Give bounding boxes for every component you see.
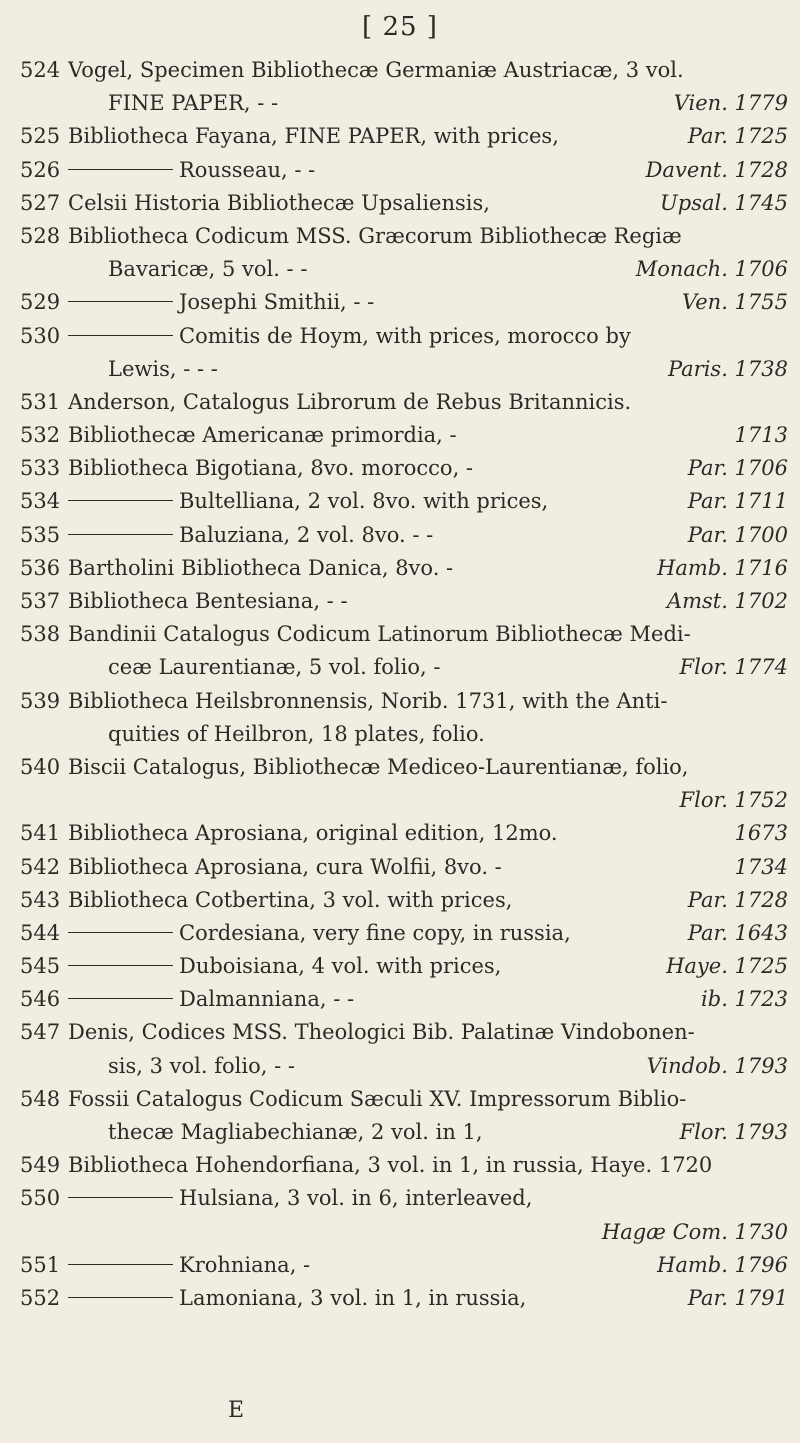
entry-text bbox=[68, 519, 678, 552]
entry-number: 548 bbox=[20, 1086, 61, 1111]
entry-imprint: 1673 bbox=[734, 821, 788, 846]
entry-number: 530 bbox=[20, 323, 61, 348]
entry-number: 525 bbox=[20, 124, 61, 149]
entry-line bbox=[20, 817, 788, 850]
entry-imprint: Par. 1706 bbox=[687, 456, 788, 481]
entry-text bbox=[68, 154, 636, 187]
entry-imprint: Par. 1700 bbox=[687, 522, 788, 547]
entry-title: Bibliotheca Bentesiana, - - bbox=[68, 589, 348, 613]
entry-number: 534 bbox=[20, 489, 61, 514]
entry-imprint: Ven. 1755 bbox=[682, 290, 788, 315]
entry-number: 546 bbox=[20, 987, 61, 1012]
entry-line bbox=[20, 1149, 788, 1182]
catalog-entry bbox=[20, 618, 788, 684]
entry-line bbox=[20, 552, 788, 585]
catalog-entry bbox=[20, 585, 788, 618]
entry-text bbox=[68, 585, 657, 618]
catalog-entry bbox=[20, 485, 788, 518]
entry-text bbox=[68, 220, 778, 253]
entry-text bbox=[108, 651, 670, 684]
entry-text bbox=[68, 120, 678, 153]
entry-text bbox=[108, 1050, 637, 1083]
entry-line bbox=[20, 784, 788, 817]
entry-imprint: 1734 bbox=[734, 854, 788, 879]
entry-number: 551 bbox=[20, 1252, 61, 1277]
entry-text bbox=[68, 851, 725, 884]
entry-number: 550 bbox=[20, 1186, 61, 1211]
entry-number: 527 bbox=[20, 190, 61, 215]
entry-title: Rousseau, - - bbox=[179, 157, 316, 182]
catalog-entry bbox=[20, 1016, 788, 1082]
entry-line bbox=[20, 1282, 788, 1315]
entry-line bbox=[20, 983, 788, 1016]
catalog-entry bbox=[20, 220, 788, 286]
entry-text bbox=[68, 685, 778, 718]
entry-imprint: Hagæ Com. 1730 bbox=[601, 1219, 788, 1244]
entry-imprint: Flor. 1793 bbox=[679, 1120, 788, 1144]
catalog-entry bbox=[20, 817, 788, 850]
entry-title: quities of Heilbron, 18 plates, folio. bbox=[108, 721, 485, 746]
entry-imprint: Monach. 1706 bbox=[635, 257, 788, 282]
entry-title: Celsii Historia Bibliothecæ Upsaliensis, bbox=[68, 190, 490, 215]
entry-text bbox=[68, 386, 778, 419]
entry-title: Bibliothecæ Americanæ primordia, - bbox=[68, 423, 457, 448]
catalog-entry bbox=[20, 154, 788, 187]
entry-title: Bibliotheca Cotbertina, 3 vol. with prices, bbox=[68, 887, 513, 912]
entry-title: Bandinii Catalogus Codicum Latinorum Bibliothecæ Medi- bbox=[68, 622, 691, 647]
entry-line bbox=[20, 286, 788, 319]
ditto-dash bbox=[68, 534, 173, 535]
catalog-entry bbox=[20, 320, 788, 386]
catalog-entry bbox=[20, 917, 788, 950]
entry-text bbox=[68, 552, 647, 585]
entry-number: 545 bbox=[20, 954, 61, 979]
entry-imprint: Par. 1711 bbox=[687, 489, 788, 514]
catalog-entry bbox=[20, 1249, 788, 1282]
entry-text bbox=[108, 87, 664, 120]
entry-number: 526 bbox=[20, 157, 61, 182]
entry-title: Lewis, - - - bbox=[108, 356, 218, 381]
entry-number: 531 bbox=[20, 389, 61, 414]
ditto-dash bbox=[68, 335, 173, 336]
entry-imprint: ib. 1723 bbox=[701, 987, 788, 1012]
entry-title: Anderson, Catalogus Librorum de Rebus Britannicis. bbox=[68, 389, 632, 414]
entry-title: Bibliotheca Fayana, FINE PAPER, with prices, bbox=[68, 124, 559, 149]
entry-line bbox=[20, 1249, 788, 1282]
catalog-entry bbox=[20, 1083, 788, 1149]
entry-text bbox=[68, 751, 778, 784]
entry-title: sis, 3 vol. folio, - - bbox=[108, 1053, 295, 1078]
entry-line bbox=[20, 1083, 788, 1116]
entry-title: ceæ Laurentianæ, 5 vol. folio, - bbox=[108, 655, 441, 680]
catalog-entry bbox=[20, 386, 788, 419]
entry-number: 542 bbox=[20, 854, 61, 879]
entry-text bbox=[68, 950, 656, 983]
entry-text bbox=[68, 917, 678, 950]
entry-text bbox=[68, 1149, 778, 1182]
entry-line bbox=[20, 1182, 788, 1215]
entry-line bbox=[20, 651, 788, 684]
entry-title: Dalmanniana, - - bbox=[179, 987, 355, 1012]
entry-title: Bibliotheca Codicum MSS. Græcorum Bibliothecæ Regiæ bbox=[68, 223, 682, 248]
entry-number: 524 bbox=[20, 58, 61, 82]
entry-line bbox=[20, 751, 788, 784]
entry-number: 538 bbox=[20, 622, 61, 647]
catalog-entry bbox=[20, 286, 788, 319]
catalog-entry bbox=[20, 452, 788, 485]
entry-title: Denis, Codices MSS. Theologici Bib. Palatinæ Vindobonen- bbox=[68, 1020, 695, 1045]
entry-text bbox=[108, 718, 778, 751]
entry-line bbox=[20, 585, 788, 618]
entry-line bbox=[20, 253, 788, 286]
entry-imprint: Vien. 1779 bbox=[673, 91, 788, 116]
catalog-entry bbox=[20, 851, 788, 884]
entry-text bbox=[68, 1083, 778, 1116]
entry-imprint: Par. 1791 bbox=[687, 1285, 788, 1310]
entry-title: Krohniana, - bbox=[179, 1252, 311, 1277]
catalog-entry bbox=[20, 552, 788, 585]
entry-title: Bibliotheca Aprosiana, original edition, 12mo. bbox=[68, 821, 558, 846]
entry-text bbox=[68, 54, 778, 87]
ditto-dash bbox=[68, 1197, 173, 1198]
signature-mark: E bbox=[228, 1398, 245, 1423]
catalog-entry bbox=[20, 1149, 788, 1182]
entry-imprint: Hamb. 1716 bbox=[657, 555, 788, 580]
catalog-entry bbox=[20, 187, 788, 220]
entry-title: Bibliotheca Heilsbronnensis, Norib. 1731, with the Anti- bbox=[68, 688, 668, 713]
ditto-dash bbox=[68, 500, 173, 501]
page-number: [ 25 ] bbox=[362, 12, 438, 42]
entry-title: Bultelliana, 2 vol. 8vo. with prices, bbox=[179, 489, 549, 514]
entry-title: Duboisiana, 4 vol. with prices, bbox=[179, 954, 502, 979]
entry-text bbox=[68, 884, 678, 917]
ditto-dash bbox=[68, 1264, 173, 1265]
entry-imprint: Haye. 1725 bbox=[666, 954, 788, 979]
entry-number: 552 bbox=[20, 1285, 61, 1310]
entry-line bbox=[20, 851, 788, 884]
entry-number: 544 bbox=[20, 920, 61, 945]
entry-line bbox=[20, 320, 788, 353]
catalog-entry bbox=[20, 884, 788, 917]
entry-text bbox=[68, 187, 650, 220]
entry-number: 533 bbox=[20, 456, 61, 481]
entry-title: Baluziana, 2 vol. 8vo. - - bbox=[179, 522, 434, 547]
entry-line bbox=[20, 1216, 788, 1249]
entry-imprint: Flor. 1752 bbox=[679, 788, 788, 813]
entry-text bbox=[108, 253, 626, 286]
entry-title: Hulsiana, 3 vol. in 6, interleaved, bbox=[179, 1186, 533, 1211]
catalog-entry bbox=[20, 54, 788, 120]
entry-line bbox=[20, 120, 788, 153]
entry-text bbox=[68, 286, 672, 319]
entry-title: Cordesiana, very fine copy, in russia, bbox=[179, 920, 571, 945]
entry-number: 539 bbox=[20, 688, 61, 713]
ditto-dash bbox=[68, 965, 173, 966]
entry-number: 541 bbox=[20, 821, 61, 846]
entry-text bbox=[68, 320, 778, 353]
entry-line bbox=[20, 54, 788, 87]
entry-text bbox=[68, 452, 678, 485]
entry-title: Josephi Smithii, - - bbox=[179, 290, 375, 315]
catalog-list bbox=[20, 54, 788, 1315]
entry-text bbox=[68, 1249, 647, 1282]
entry-line bbox=[20, 884, 788, 917]
catalog-entry bbox=[20, 950, 788, 983]
ditto-dash bbox=[68, 301, 173, 302]
entry-imprint: Davent. 1728 bbox=[645, 157, 788, 182]
entry-text bbox=[68, 1182, 778, 1215]
entry-title: Bibliotheca Hohendorfiana, 3 vol. in 1, in russia, Haye. 1720 bbox=[68, 1153, 713, 1178]
entry-number: 536 bbox=[20, 555, 61, 580]
entry-text bbox=[68, 817, 725, 850]
entry-text bbox=[68, 419, 725, 452]
entry-number: 543 bbox=[20, 887, 61, 912]
catalog-entry bbox=[20, 983, 788, 1016]
entry-line bbox=[20, 1116, 788, 1149]
entry-line bbox=[20, 419, 788, 452]
catalog-entry bbox=[20, 419, 788, 452]
entry-imprint: Amst. 1702 bbox=[666, 589, 788, 613]
ditto-dash bbox=[68, 169, 173, 170]
entry-imprint: 1713 bbox=[734, 423, 788, 448]
entry-title: Comitis de Hoym, with prices, morocco by bbox=[179, 323, 631, 348]
entry-title: Bartholini Bibliotheca Danica, 8vo. - bbox=[68, 555, 454, 580]
entry-line bbox=[20, 950, 788, 983]
entry-imprint: Flor. 1774 bbox=[679, 655, 788, 680]
entry-title: Vogel, Specimen Bibliothecæ Germaniæ Austriacæ, 3 vol. bbox=[68, 58, 684, 82]
entry-title: Fossii Catalogus Codicum Sæculi XV. Impressorum Biblio- bbox=[68, 1086, 687, 1111]
catalog-entry bbox=[20, 751, 788, 817]
entry-text bbox=[108, 1116, 670, 1149]
catalog-entry bbox=[20, 120, 788, 153]
entry-title: Lamoniana, 3 vol. in 1, in russia, bbox=[179, 1285, 527, 1310]
catalog-entry bbox=[20, 1282, 788, 1315]
entry-line bbox=[20, 1016, 788, 1049]
entry-text bbox=[68, 1282, 678, 1315]
entry-imprint: Vindob. 1793 bbox=[646, 1053, 788, 1078]
entry-number: 549 bbox=[20, 1153, 61, 1178]
entry-title: thecæ Magliabechianæ, 2 vol. in 1, bbox=[108, 1120, 483, 1144]
entry-text bbox=[68, 1016, 778, 1049]
entry-title: Bibliotheca Bigotiana, 8vo. morocco, - bbox=[68, 456, 474, 481]
entry-title: Biscii Catalogus, Bibliothecæ Mediceo-Laurentianæ, folio, bbox=[68, 754, 689, 779]
catalog-entry bbox=[20, 1182, 788, 1248]
ditto-dash bbox=[68, 1297, 173, 1298]
entry-line bbox=[20, 685, 788, 718]
entry-title: Bavaricæ, 5 vol. - - bbox=[108, 257, 308, 282]
entry-imprint: Paris. 1738 bbox=[667, 356, 788, 381]
catalog-entry bbox=[20, 685, 788, 751]
entry-title: Bibliotheca Aprosiana, cura Wolfii, 8vo. - bbox=[68, 854, 502, 879]
entry-line bbox=[20, 1050, 788, 1083]
ditto-dash bbox=[68, 932, 173, 933]
entry-number: 537 bbox=[20, 589, 61, 613]
entry-title: FINE PAPER, - - bbox=[108, 91, 279, 116]
entry-line bbox=[20, 87, 788, 120]
entry-imprint: Par. 1728 bbox=[687, 887, 788, 912]
entry-imprint: Par. 1725 bbox=[687, 124, 788, 149]
entry-text bbox=[108, 353, 658, 386]
entry-line bbox=[20, 386, 788, 419]
entry-imprint: Hamb. 1796 bbox=[657, 1252, 788, 1277]
entry-line bbox=[20, 353, 788, 386]
entry-line bbox=[20, 154, 788, 187]
ditto-dash bbox=[68, 998, 173, 999]
entry-text bbox=[68, 618, 778, 651]
entry-number: 528 bbox=[20, 223, 61, 248]
entry-line bbox=[20, 618, 788, 651]
entry-line bbox=[20, 917, 788, 950]
entry-number: 540 bbox=[20, 754, 61, 779]
entry-line bbox=[20, 485, 788, 518]
entry-imprint: Par. 1643 bbox=[687, 920, 788, 945]
entry-line bbox=[20, 718, 788, 751]
entry-number: 535 bbox=[20, 522, 61, 547]
entry-line bbox=[20, 519, 788, 552]
entry-line bbox=[20, 187, 788, 220]
entry-line bbox=[20, 220, 788, 253]
entry-imprint: Upsal. 1745 bbox=[660, 190, 788, 215]
entry-text bbox=[68, 485, 678, 518]
entry-number: 532 bbox=[20, 423, 61, 448]
entry-line bbox=[20, 452, 788, 485]
entry-text bbox=[68, 983, 691, 1016]
entry-number: 529 bbox=[20, 290, 61, 315]
entry-number: 547 bbox=[20, 1020, 61, 1045]
catalog-entry bbox=[20, 519, 788, 552]
